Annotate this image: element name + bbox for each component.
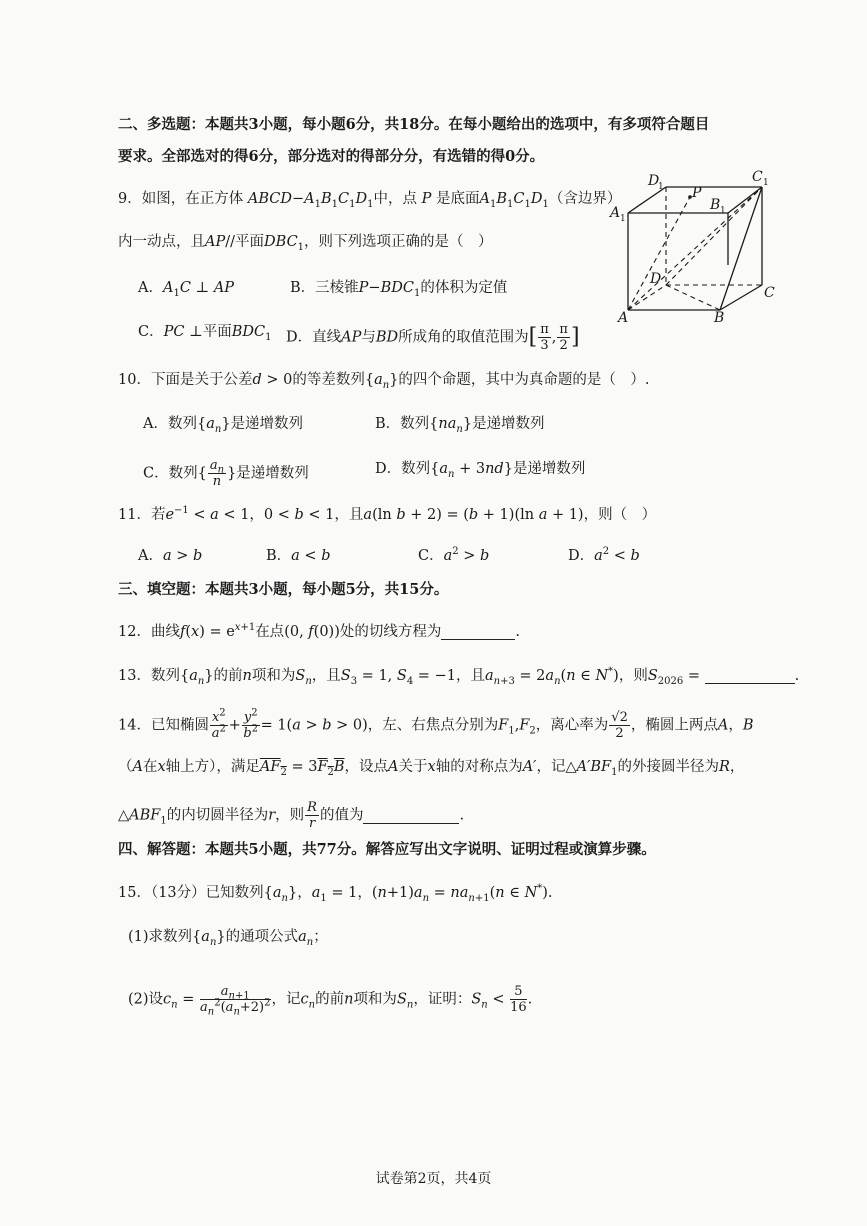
q11-option-c: C．$a^2 > b$ [418,546,490,564]
hidden-edge-a-d [628,285,666,310]
q10-option-b: B．数列$\{na_n\}$是递增数列 [375,416,545,435]
edge-b-c [720,285,762,310]
svg-text:1: 1 [658,182,664,192]
hidden-edge-d-b [666,285,720,310]
label-b1: B [710,197,721,213]
label-d: D [650,271,662,287]
q14-answer-blank[interactable] [363,807,459,824]
q9-line1: 9．如图，在正方体 $ABCD-A_1B_1C_1D_1$中，点 P 是底面$A_1B_1C_1D_1$（含边界） [118,191,622,210]
svg-text:1: 1 [763,178,769,188]
q11-stem: 11．若$e^{-1} < a < 1$，0 < b < 1，且a(ln b + 2) = (b + 1)(ln a + 1)，则（ ） [118,505,657,523]
label-b: B [714,310,725,325]
q11-option-d: D．$a^2 < b$ [568,546,640,564]
q12-answer-blank[interactable] [441,623,515,640]
q13-answer-blank[interactable] [705,667,795,684]
q10-stem: 10．下面是关于公差d > 0的等差数列$\{a_n\}$的四个命题，其中为真命题的是（ ）. [118,372,650,391]
label-c1: C [752,169,763,185]
page-footer: 试卷第2页，共4页 [375,1171,492,1187]
q12: 12．曲线$f(x) = e^{x+1}$在点(0, f(0))处的切线方程为 . [118,622,520,640]
q9-option-c: C．PC ⊥平面$BDC_1$ [138,324,272,343]
cube-figure [600,165,780,325]
section-4-header: 四、解答题：本题共5小题，共77分。解答应写出文字说明、证明过程或演算步骤。 [118,841,656,858]
svg-text:1: 1 [620,214,626,224]
edge-b-c1 [720,187,762,310]
q10-option-a: A．数列$\{a_n\}$是递增数列 [143,416,304,435]
q9-line2: 内一动点，且AP//平面$DBC_1$，则下列选项正确的是（ ） [118,234,493,253]
q9-option-d: D．直线AP与BD所成角的取值范围为[ $\frac{\pi}{3}$ , $\frac{\pi}{2}$ ] [286,322,580,353]
hidden-edge-a-c1 [628,187,762,310]
svg-text:1: 1 [720,206,726,216]
q15-part1: (1)求数列$\{a_n\}$的通项公式$a_n$； [128,929,328,948]
label-a1: A [610,205,621,221]
hidden-edge-a-p [628,197,690,310]
q14-line3: $\triangle ABF_1$的内切圆半径为r，则 $\frac{R}{r}$ 的值为 . [118,800,465,831]
label-p: P [692,185,702,201]
q14-line1: 14．已知椭圆 $\frac{x^2}{a^2}$ + $\frac{y^2}{b^2}$ = 1(a > b > 0)，左、右焦点分别为$F_1,F_2$，离心率为 $\frac{√2}{2}$ ，椭圆上两点A，B [118,707,754,741]
q9-option-b: B．三棱锥$P-BDC_1$的体积为定值 [290,280,508,299]
section-2-header-line2: 要求。全部选对的得6分，部分选对的得部分分，有选错的得0分。 [118,148,545,165]
section-2-header-line1: 二、多选题：本题共3小题，每小题6分，共18分。在每小题给出的选项中，有多项符合题目 [118,116,710,133]
label-a: A [618,310,629,325]
q14-line2: （A在x轴上方），满足$\overline{AF}_2 = 3\overline{F}_2\overline{B}$，设点A关于x轴的对称点为A′，记$\triangle A'BF_1$的外接圆半径为R， [118,759,745,778]
q10-option-c: C．数列{ $\frac{a_n}{n}$ }是递增数列 [143,458,309,489]
label-c: C [764,285,775,301]
q10-option-d: D．数列$\{a_n + 3nd\}$是递增数列 [375,461,586,480]
q15-stem: 15．（13分）已知数列$\{a_n\}$，$a_1 = 1$，$(n+1)a_n = na_{n+1}(n$ ∈ N*). [118,883,553,904]
q11-option-a: A．a > b [138,548,203,564]
q9-option-a: A．$A_1C$ ⊥ AP [138,280,235,299]
section-3-header: 三、填空题：本题共3小题，每小题5分，共15分。 [118,581,449,598]
q15-part2: (2)设$c_n$ = $\frac{a_{n+1}}{a_n^2(a_n+2)^2}$ ，记$c_n$的前n项和为$S_n$，证明：$S_n$ < $\frac{5}{16}$ . [128,984,533,1018]
q13: 13．数列$\{a_n\}$的前n项和为$S_n$，且$S_3 = 1$, $S_4 = -1$，且$a_{n+3} = 2a_n(n$ ∈ N*)，则$S_{2026}$ = . [118,666,800,687]
label-d1: D [648,173,660,189]
q11-option-b: B．a < b [266,548,331,564]
